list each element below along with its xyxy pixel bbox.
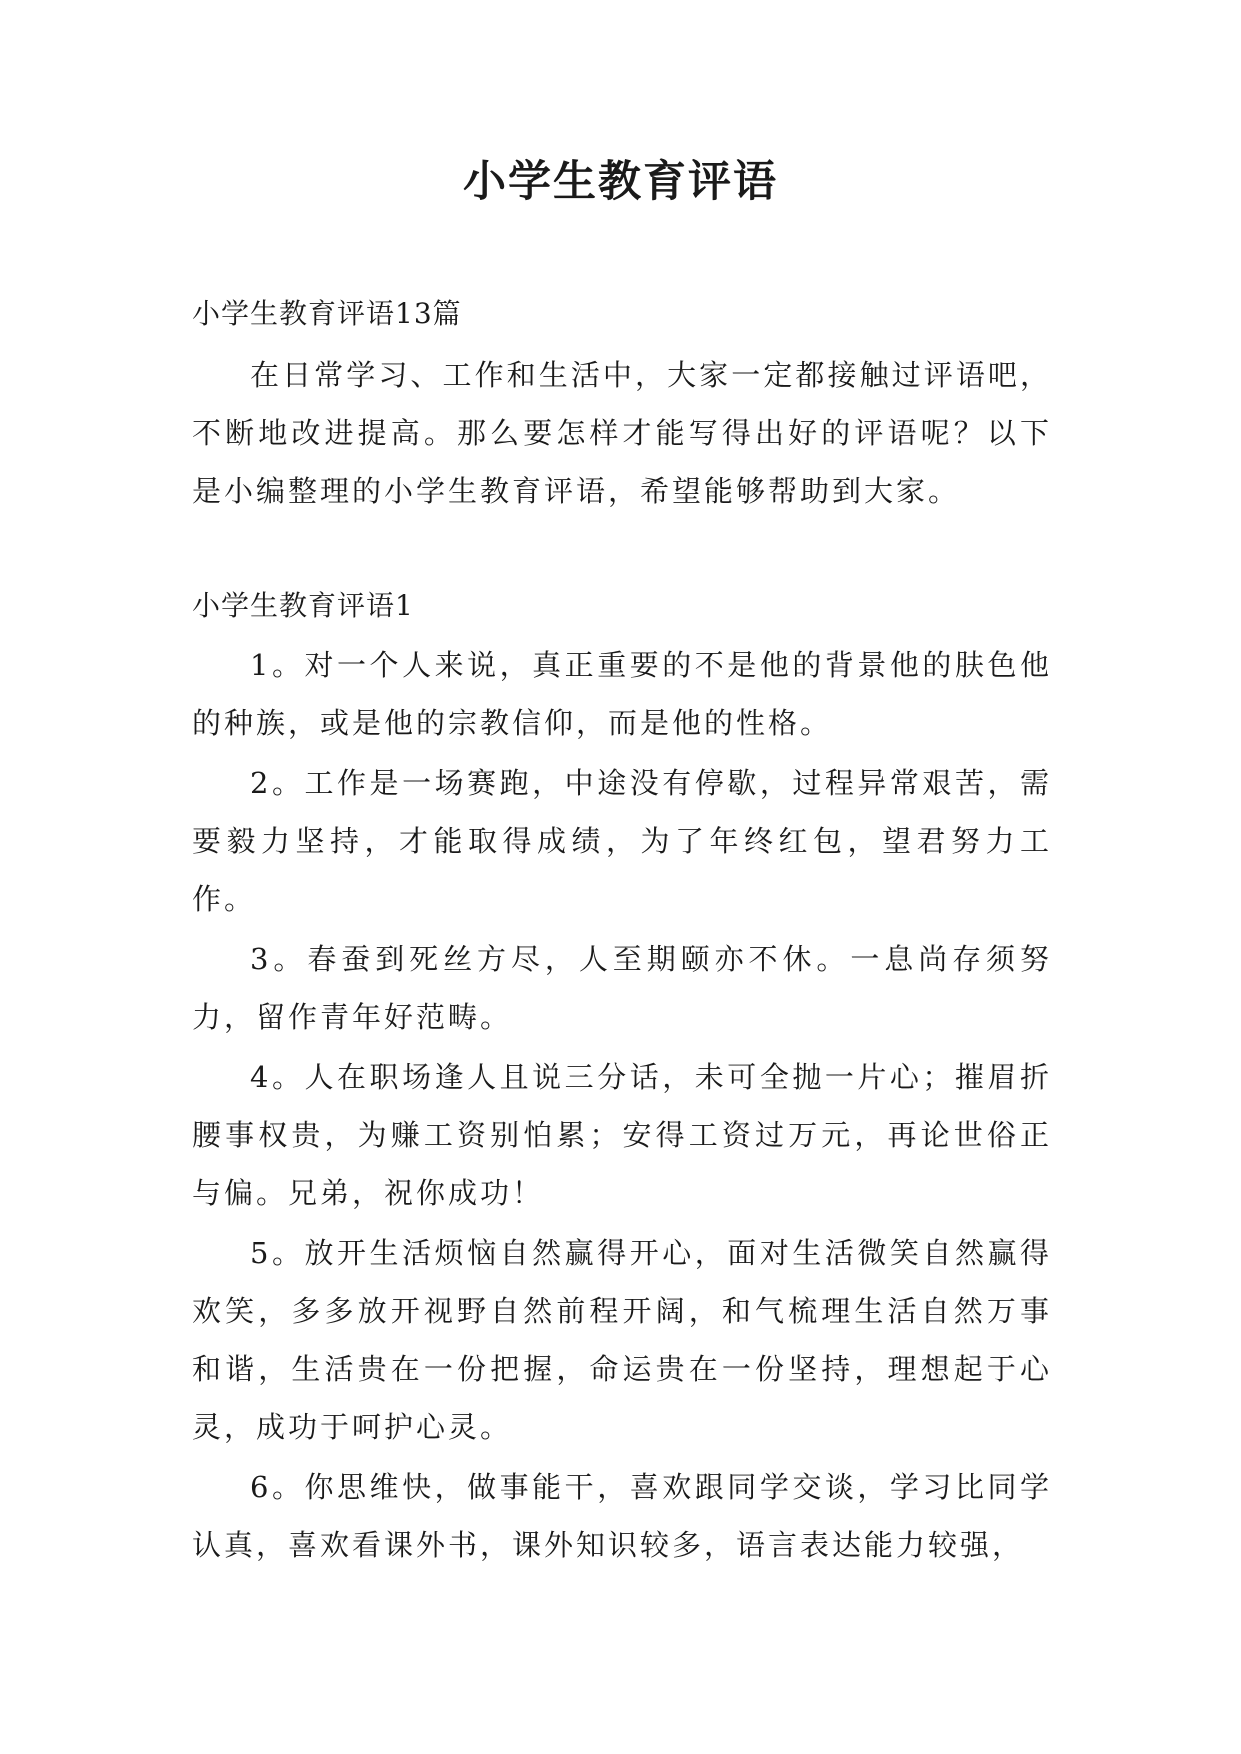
section-spacer [192, 520, 1052, 576]
intro-paragraph: 在日常学习、工作和生活中，大家一定都接触过评语吧，不断地改进提高。那么要怎样才能写得出好的评语呢？以下是小编整理的小学生教育评语，希望能够帮助到大家。 [192, 358, 1052, 508]
document-body [192, 284, 1052, 1576]
list-item: 2。工作是一场赛跑，中途没有停歇，过程异常艰苦，需要毅力坚持，才能取得成绩，为了年终红包，望君努力工作。 [192, 766, 1052, 916]
list-item: 5。放开生活烦恼自然赢得开心，面对生活微笑自然赢得欢笑，多多放开视野自然前程开阔，和气梳理生活自然万事和谐，生活贵在一份把握，命运贵在一份坚持，理想起于心灵，成功于呵护心灵。 [192, 1236, 1052, 1444]
section-heading: 小学生教育评语1 [192, 589, 414, 622]
list-item: 1。对一个人来说，真正重要的不是他的背景他的肤色他的种族，或是他的宗教信仰，而是他的性格。 [192, 648, 1052, 740]
document-subtitle: 小学生教育评语13篇 [192, 297, 462, 330]
list-item: 3。春蚕到死丝方尽，人至期颐亦不休。一息尚存须努力，留作青年好范畴。 [192, 942, 1052, 1034]
list-item: 6。你思维快，做事能干，喜欢跟同学交谈，学习比同学认真，喜欢看课外书，课外知识较多，语言表达能力较强， [192, 1470, 1052, 1562]
document-title: 小学生教育评语 [463, 157, 778, 207]
list-item: 4。人在职场逢人且说三分话，未可全抛一片心；摧眉折腰事权贵，为赚工资别怕累；安得工资过万元，再论世俗正与偏。兄弟，祝你成功！ [192, 1060, 1052, 1210]
